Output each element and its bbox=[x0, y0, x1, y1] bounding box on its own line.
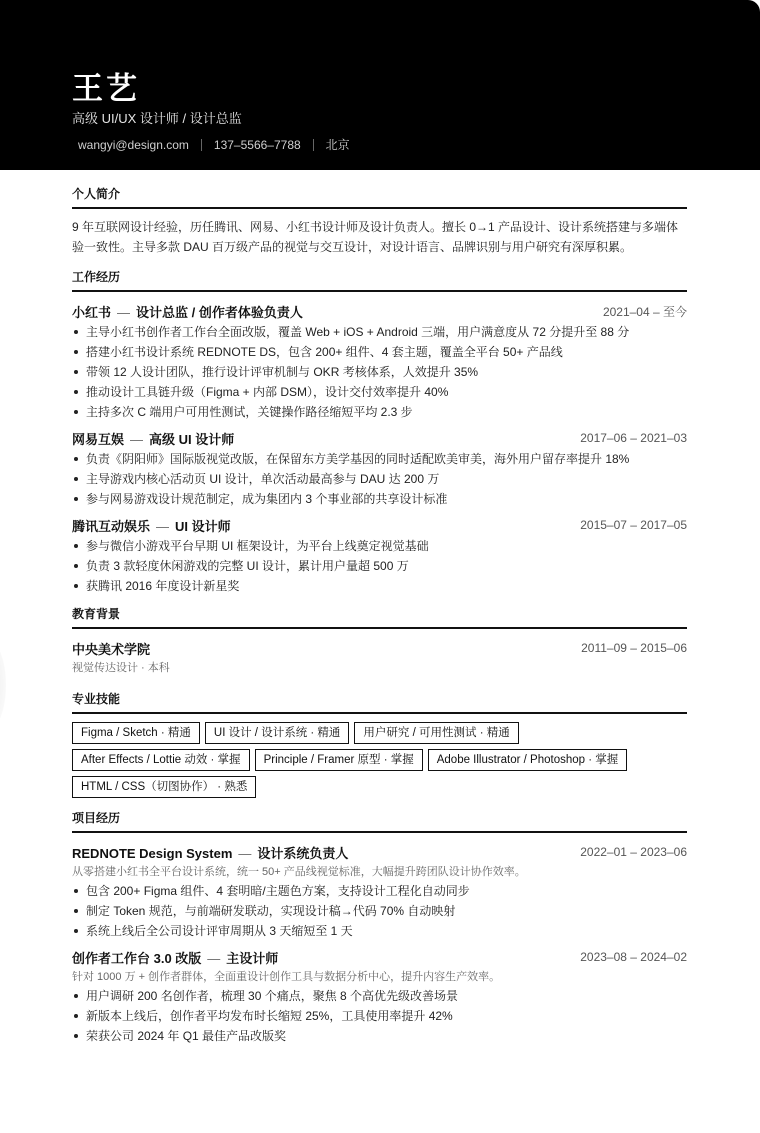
skill-tags bbox=[72, 722, 687, 798]
list-item: 系统上线后全公司设计评审周期从 3 天缩短至 1 天 bbox=[72, 921, 687, 941]
job-date: 2015–07 – 2017–05 bbox=[580, 518, 687, 532]
school-name: 中央美术学院 bbox=[72, 641, 151, 657]
list-item: 制定 Token 规范，与前端研发联动，实现设计稿→代码 70% 自动映射 bbox=[72, 901, 687, 921]
work-item-header: 小红书 — 设计总监 / 创作者体验负责人 2021–04 – 至今 bbox=[72, 304, 687, 320]
project-bullets bbox=[72, 881, 687, 941]
company-name: 腾讯互动娱乐 bbox=[72, 518, 151, 534]
resume-body bbox=[72, 178, 687, 1048]
summary-text: 9 年互联网设计经验，历任腾讯、网易、小红书设计师及设计负责人。擅长 0→1 产品设计、设计系统搭建与多端体验一致性。主导多款 DAU 百万级产品的视觉与交互设计，对设计语言、品牌识别与用户研究有深厚积累。 bbox=[72, 220, 679, 254]
skill-tag: UI 设计 / 设计系统 · 精通 bbox=[205, 722, 350, 744]
page-edge-shadow bbox=[0, 640, 6, 730]
project-description: 针对 1000 万 + 创作者群体，全面重设计创作工具与数据分析中心，提升内容生产效率。 bbox=[72, 971, 501, 983]
education-date: 2011–09 – 2015–06 bbox=[581, 641, 687, 655]
candidate-title: 高级 UI/UX 设计师 / 设计总监 bbox=[72, 111, 242, 126]
list-item: 带领 12 人设计团队，推行设计评审机制与 OKR 考核体系，人效提升 35% bbox=[72, 362, 687, 382]
work-item bbox=[72, 514, 687, 596]
skill-tag: After Effects / Lottie 动效 · 掌握 bbox=[72, 749, 250, 771]
section-title-education: 教育背景 bbox=[72, 598, 687, 629]
job-role: UI 设计师 bbox=[175, 518, 231, 534]
list-item: 荣获公司 2024 年 Q1 最佳产品改版奖 bbox=[72, 1026, 687, 1046]
list-item: 搭建小红书设计系统 REDNOTE DS，包含 200+ 组件、4 套主题，覆盖全平台 50+ 产品线 bbox=[72, 342, 687, 362]
work-item-header: 网易互娱 — 高级 UI 设计师 2017–06 – 2021–03 bbox=[72, 431, 687, 447]
contact-phone[interactable]: 137–5566–7788 bbox=[213, 138, 301, 152]
project-item bbox=[72, 841, 687, 941]
job-date: 2017–06 – 2021–03 bbox=[580, 431, 687, 445]
project-item bbox=[72, 946, 687, 1046]
section-title-summary: 个人简介 bbox=[72, 178, 687, 209]
contact-location: 北京 bbox=[325, 138, 350, 152]
work-item bbox=[72, 427, 687, 509]
job-role: 设计总监 / 创作者体验负责人 bbox=[136, 304, 303, 320]
work-item bbox=[72, 300, 687, 422]
project-role: 主设计师 bbox=[226, 950, 279, 966]
list-item: 参与网易游戏设计规范制定，成为集团内 3 个事业部的共享设计标准 bbox=[72, 489, 687, 509]
list-item: 主持多次 C 端用户可用性测试，关键操作路径缩短平均 2.3 步 bbox=[72, 402, 687, 422]
project-name: 创作者工作台 3.0 改版 bbox=[72, 950, 202, 966]
skill-tag: 用户研究 / 可用性测试 · 精通 bbox=[354, 722, 518, 744]
project-description: 从零搭建小红书全平台设计系统，统一 50+ 产品线视觉标准，大幅提升跨团队设计协作效率。 bbox=[72, 866, 526, 878]
candidate-name: 王艺 bbox=[72, 71, 140, 106]
list-item: 负责《阴阳师》国际版视觉改版，在保留东方美学基因的同时适配欧美审美，海外用户留存率提升 18% bbox=[72, 449, 687, 469]
skill-tag: Figma / Sketch · 精通 bbox=[72, 722, 200, 744]
skill-tag: Adobe Illustrator / Photoshop · 掌握 bbox=[428, 749, 628, 771]
job-date: 2021–04 – 至今 bbox=[602, 304, 687, 319]
job-bullets bbox=[72, 322, 687, 422]
job-role: 高级 UI 设计师 bbox=[149, 431, 235, 447]
list-item: 参与微信小游戏平台早期 UI 框架设计，为平台上线奠定视觉基础 bbox=[72, 536, 687, 556]
contact-divider bbox=[201, 139, 202, 151]
company-name: 网易互娱 bbox=[72, 431, 125, 447]
list-item: 推动设计工具链升级（Figma + 内部 DSM），设计交付效率提升 40% bbox=[72, 382, 687, 402]
list-item: 主导小红书创作者工作台全面改版，覆盖 Web + iOS + Android 三端，用户满意度从 72 分提升至 88 分 bbox=[72, 322, 687, 342]
job-bullets bbox=[72, 536, 687, 596]
project-date: 2023–08 – 2024–02 bbox=[580, 950, 687, 964]
project-header: 创作者工作台 3.0 改版 — 主设计师 2023–08 – 2024–02 bbox=[72, 950, 687, 966]
skill-tag: Principle / Framer 原型 · 掌握 bbox=[255, 749, 423, 771]
project-name: REDNOTE Design System bbox=[72, 845, 233, 861]
list-item: 负责 3 款轻度休闲游戏的完整 UI 设计，累计用户量超 500 万 bbox=[72, 556, 687, 576]
project-header: REDNOTE Design System — 设计系统负责人 2022–01 – 2023–06 bbox=[72, 845, 687, 861]
job-bullets bbox=[72, 449, 687, 509]
section-title-work: 工作经历 bbox=[72, 261, 687, 292]
section-title-skills: 专业技能 bbox=[72, 683, 687, 714]
list-item: 获腾讯 2016 年度设计新星奖 bbox=[72, 576, 687, 596]
work-item-header: 腾讯互动娱乐 — UI 设计师 2015–07 – 2017–05 bbox=[72, 518, 687, 534]
resume-header bbox=[0, 0, 760, 170]
list-item: 主导游戏内核心活动页 UI 设计，单次活动最高参与 DAU 达 200 万 bbox=[72, 469, 687, 489]
project-bullets bbox=[72, 986, 687, 1046]
contact-bar bbox=[72, 137, 358, 153]
section-title-projects: 项目经历 bbox=[72, 802, 687, 833]
education-detail: 视觉传达设计 · 本科 bbox=[72, 662, 170, 674]
company-name: 小红书 bbox=[72, 304, 112, 320]
list-item: 新版本上线后，创作者平均发布时长缩短 25%，工具使用率提升 42% bbox=[72, 1006, 687, 1026]
skill-tag: HTML / CSS（切图协作） · 熟悉 bbox=[72, 776, 256, 798]
project-date: 2022–01 – 2023–06 bbox=[580, 845, 687, 859]
contact-divider bbox=[313, 139, 314, 151]
list-item: 用户调研 200 名创作者，梳理 30 个痛点，聚焦 8 个高优先级改善场景 bbox=[72, 986, 687, 1006]
contact-email[interactable]: wangyi@design.com bbox=[78, 138, 189, 152]
list-item: 包含 200+ Figma 组件、4 套明暗/主题色方案，支持设计工程化自动同步 bbox=[72, 881, 687, 901]
education-header bbox=[72, 637, 687, 659]
project-role: 设计系统负责人 bbox=[257, 845, 349, 861]
